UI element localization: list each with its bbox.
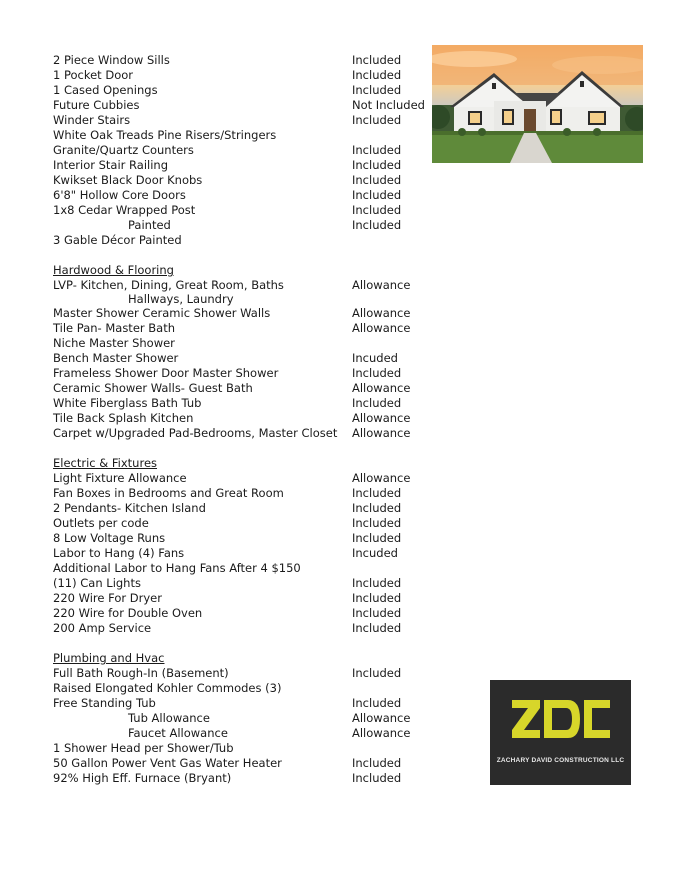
item-status: Allowance	[352, 711, 411, 725]
item-status: Included	[352, 621, 402, 635]
list-item	[53, 233, 433, 248]
section-heading-text: Hardwood & Flooring	[53, 263, 174, 277]
item-label: Tile Pan- Master Bath	[53, 321, 176, 335]
item-label-continued: Hallways, Laundry	[128, 292, 234, 306]
item-status: Included	[352, 68, 402, 82]
item-label: 220 Wire For Dryer	[53, 591, 162, 605]
list-item	[53, 471, 433, 486]
item-label: 8 Low Voltage Runs	[53, 531, 166, 545]
list-item	[53, 531, 433, 546]
section-spacer	[53, 636, 433, 651]
item-status: Included	[352, 501, 402, 515]
item-label: 50 Gallon Power Vent Gas Water Heater	[53, 756, 282, 770]
list-item	[53, 711, 433, 726]
item-status: Included	[352, 591, 402, 605]
list-item	[53, 306, 433, 321]
item-label: Future Cubbies	[53, 98, 140, 112]
item-status: Included	[352, 173, 402, 187]
item-status: Incuded	[352, 351, 398, 365]
item-label: 1x8 Cedar Wrapped Post	[53, 203, 196, 217]
item-status: Included	[352, 516, 402, 530]
list-item	[53, 68, 433, 83]
list-item	[53, 771, 433, 786]
list-item	[53, 426, 433, 441]
item-label: Raised Elongated Kohler Commodes (3)	[53, 681, 282, 695]
list-item	[53, 158, 433, 173]
item-label: Fan Boxes in Bedrooms and Great Room	[53, 486, 284, 500]
list-item	[53, 336, 433, 351]
item-label: 200 Amp Service	[53, 621, 152, 635]
item-label: Carpet w/Upgraded Pad-Bedrooms, Master Closet	[53, 426, 338, 440]
item-status: Included	[352, 143, 402, 157]
item-label: 92% High Eff. Furnace (Bryant)	[53, 771, 232, 785]
item-status: Allowance	[352, 426, 411, 440]
list-item	[53, 681, 433, 696]
list-item	[53, 501, 433, 516]
item-label: Faucet Allowance	[128, 726, 228, 740]
item-status: Allowance	[352, 278, 411, 292]
company-logo	[490, 680, 631, 785]
item-label: Outlets per code	[53, 516, 149, 530]
item-status: Included	[352, 83, 402, 97]
farmhouse-photo	[432, 45, 643, 163]
list-item	[53, 366, 433, 381]
item-label: Kwikset Black Door Knobs	[53, 173, 203, 187]
item-label: Tub Allowance	[128, 711, 210, 725]
logo-caption: ZACHARY DAVID CONSTRUCTION LLC	[496, 757, 625, 764]
item-status: Included	[352, 756, 402, 770]
item-label: 1 Pocket Door	[53, 68, 134, 82]
list-item	[53, 113, 433, 128]
item-label: Granite/Quartz Counters	[53, 143, 194, 157]
list-item	[53, 218, 433, 233]
house-photo	[432, 45, 643, 163]
list-item	[53, 173, 433, 188]
list-item	[53, 53, 433, 68]
item-status: Allowance	[352, 411, 411, 425]
list-item	[53, 561, 433, 576]
item-label: 6'8" Hollow Core Doors	[53, 188, 186, 202]
item-label: 1 Shower Head per Shower/Tub	[53, 741, 234, 755]
section-heading	[53, 651, 433, 666]
item-status: Included	[352, 696, 402, 710]
list-item	[53, 203, 433, 218]
list-item	[53, 411, 433, 426]
item-label: 2 Piece Window Sills	[53, 53, 170, 67]
item-status: Allowance	[352, 471, 411, 485]
item-status: Included	[352, 531, 402, 545]
item-status: Allowance	[352, 726, 411, 740]
list-item	[53, 516, 433, 531]
list-item	[53, 188, 433, 203]
list-item	[53, 83, 433, 98]
item-status: Included	[352, 188, 402, 202]
item-status: Allowance	[352, 321, 411, 335]
list-item	[53, 546, 433, 561]
item-status: Not Included	[352, 98, 425, 112]
item-status: Included	[352, 486, 402, 500]
item-status: Included	[352, 666, 402, 680]
item-status: Included	[352, 158, 402, 172]
list-item	[53, 321, 433, 336]
section-heading	[53, 263, 433, 278]
item-status: Included	[352, 606, 402, 620]
item-status: Incuded	[352, 546, 398, 560]
list-item	[53, 98, 433, 113]
inclusions-list	[53, 53, 433, 786]
section-spacer	[53, 248, 433, 263]
list-item	[53, 278, 433, 306]
item-label: Master Shower Ceramic Shower Walls	[53, 306, 271, 320]
item-label: Bench Master Shower	[53, 351, 179, 365]
item-status: Included	[352, 366, 402, 380]
item-status: Included	[352, 113, 402, 127]
item-label: Additional Labor to Hang Fans After 4 $150	[53, 561, 301, 575]
item-label: Niche Master Shower	[53, 336, 175, 350]
item-label: Frameless Shower Door Master Shower	[53, 366, 279, 380]
zdc-logo-mark	[490, 680, 631, 785]
item-label: Winder Stairs	[53, 113, 131, 127]
item-label: Light Fixture Allowance	[53, 471, 187, 485]
list-item	[53, 351, 433, 366]
list-item	[53, 396, 433, 411]
list-item	[53, 756, 433, 771]
list-item	[53, 726, 433, 741]
section-heading-text: Plumbing and Hvac	[53, 651, 165, 665]
item-label: Ceramic Shower Walls- Guest Bath	[53, 381, 253, 395]
item-status: Included	[352, 203, 402, 217]
item-label: 2 Pendants- Kitchen Island	[53, 501, 206, 515]
item-label: Tile Back Splash Kitchen	[53, 411, 194, 425]
list-item	[53, 486, 433, 501]
section-heading-text: Electric & Fixtures	[53, 456, 158, 470]
list-item	[53, 606, 433, 621]
item-label: Labor to Hang (4) Fans	[53, 546, 185, 560]
list-item	[53, 143, 433, 158]
item-status: Allowance	[352, 381, 411, 395]
item-label: 3 Gable Décor Painted	[53, 233, 182, 247]
section-spacer	[53, 441, 433, 456]
item-label: 220 Wire for Double Oven	[53, 606, 203, 620]
list-item	[53, 576, 433, 591]
item-label: Free Standing Tub	[53, 696, 156, 710]
item-label: LVP- Kitchen, Dining, Great Room, Baths	[53, 278, 284, 292]
item-status: Included	[352, 53, 402, 67]
item-status: Included	[352, 218, 402, 232]
list-item	[53, 128, 433, 143]
item-label: Interior Stair Railing	[53, 158, 168, 172]
item-status: Included	[352, 396, 402, 410]
item-label: (11) Can Lights	[53, 576, 141, 590]
item-label: White Oak Treads Pine Risers/Stringers	[53, 128, 277, 142]
section-heading	[53, 456, 433, 471]
list-item	[53, 381, 433, 396]
list-item	[53, 666, 433, 681]
item-status: Included	[352, 576, 402, 590]
list-item	[53, 741, 433, 756]
item-label: 1 Cased Openings	[53, 83, 158, 97]
item-label: Painted	[128, 218, 171, 232]
list-item	[53, 591, 433, 606]
list-item	[53, 696, 433, 711]
list-item	[53, 621, 433, 636]
item-status: Included	[352, 771, 402, 785]
item-status: Allowance	[352, 306, 411, 320]
item-label: White Fiberglass Bath Tub	[53, 396, 202, 410]
item-label: Full Bath Rough-In (Basement)	[53, 666, 229, 680]
